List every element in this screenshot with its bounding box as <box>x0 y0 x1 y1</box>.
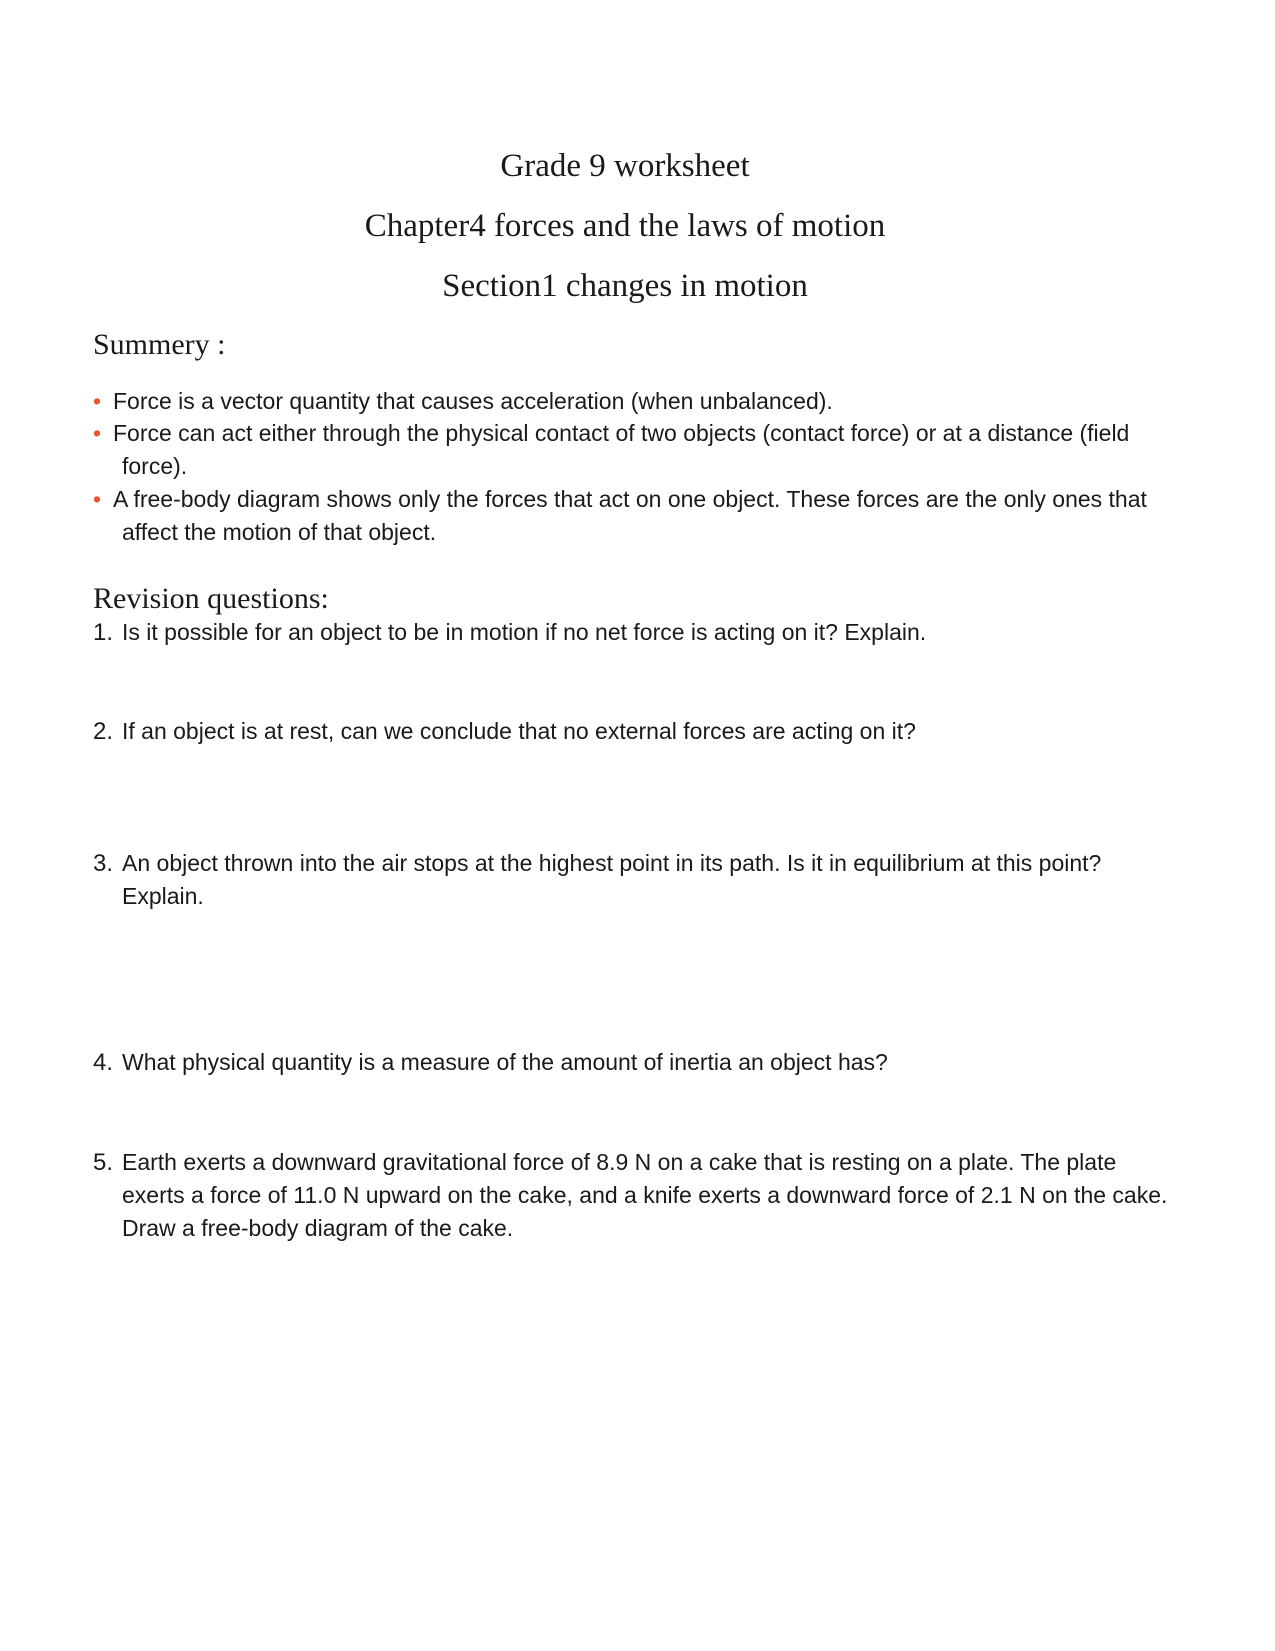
revision-heading: Revision questions: <box>93 582 329 615</box>
question-number: 2. <box>93 718 114 745</box>
question-text: If an object is at rest, can we conclude that no external forces are acting on it? <box>122 718 916 744</box>
summary-item-text: Force can act either through the physical contact of two objects (contact force) or at a distance (field force). <box>113 420 1130 479</box>
question-text: An object thrown into the air stops at the highest point in its path. Is it in equilibrium at this point? Explain. <box>122 850 1102 909</box>
summary-item-text: A free-body diagram shows only the forces that act on one object. These forces are the only ones that affect the motion of that object. <box>113 486 1147 545</box>
bullet-icon: • <box>93 388 102 414</box>
worksheet-title: Grade 9 worksheet <box>500 148 750 184</box>
bullet-icon: • <box>93 420 102 446</box>
summary-item <box>93 417 1173 483</box>
question <box>93 1146 1173 1245</box>
summary-item-text: Force is a vector quantity that causes acceleration (when unbalanced). <box>113 388 833 414</box>
summary-heading: Summery : <box>93 328 226 361</box>
question-number: 5. <box>93 1149 114 1176</box>
question-number: 3. <box>93 850 114 877</box>
question <box>93 715 1173 748</box>
question-text: What physical quantity is a measure of the amount of inertia an object has? <box>122 1049 888 1075</box>
summary-list <box>93 385 1173 549</box>
summary-item <box>93 483 1173 549</box>
question-text: Is it possible for an object to be in motion if no net force is acting on it? Explain. <box>122 619 927 645</box>
chapter-title: Chapter4 forces and the laws of motion <box>364 208 886 244</box>
question-number: 1. <box>93 619 114 646</box>
question <box>93 616 1173 649</box>
question-number: 4. <box>93 1049 114 1076</box>
question-text: Earth exerts a downward gravitational force of 8.9 N on a cake that is resting on a plate. The plate exerts a force of 11.0 N upward on the cake, and a knife exerts a downward force of 2.1 N on the cake. Draw a free-body diagram of the cake. <box>122 1149 1168 1241</box>
bullet-icon: • <box>93 486 102 512</box>
question <box>93 1046 1173 1079</box>
section-title: Section1 changes in motion <box>442 268 808 304</box>
summary-item <box>93 385 1173 418</box>
question <box>93 847 1173 913</box>
